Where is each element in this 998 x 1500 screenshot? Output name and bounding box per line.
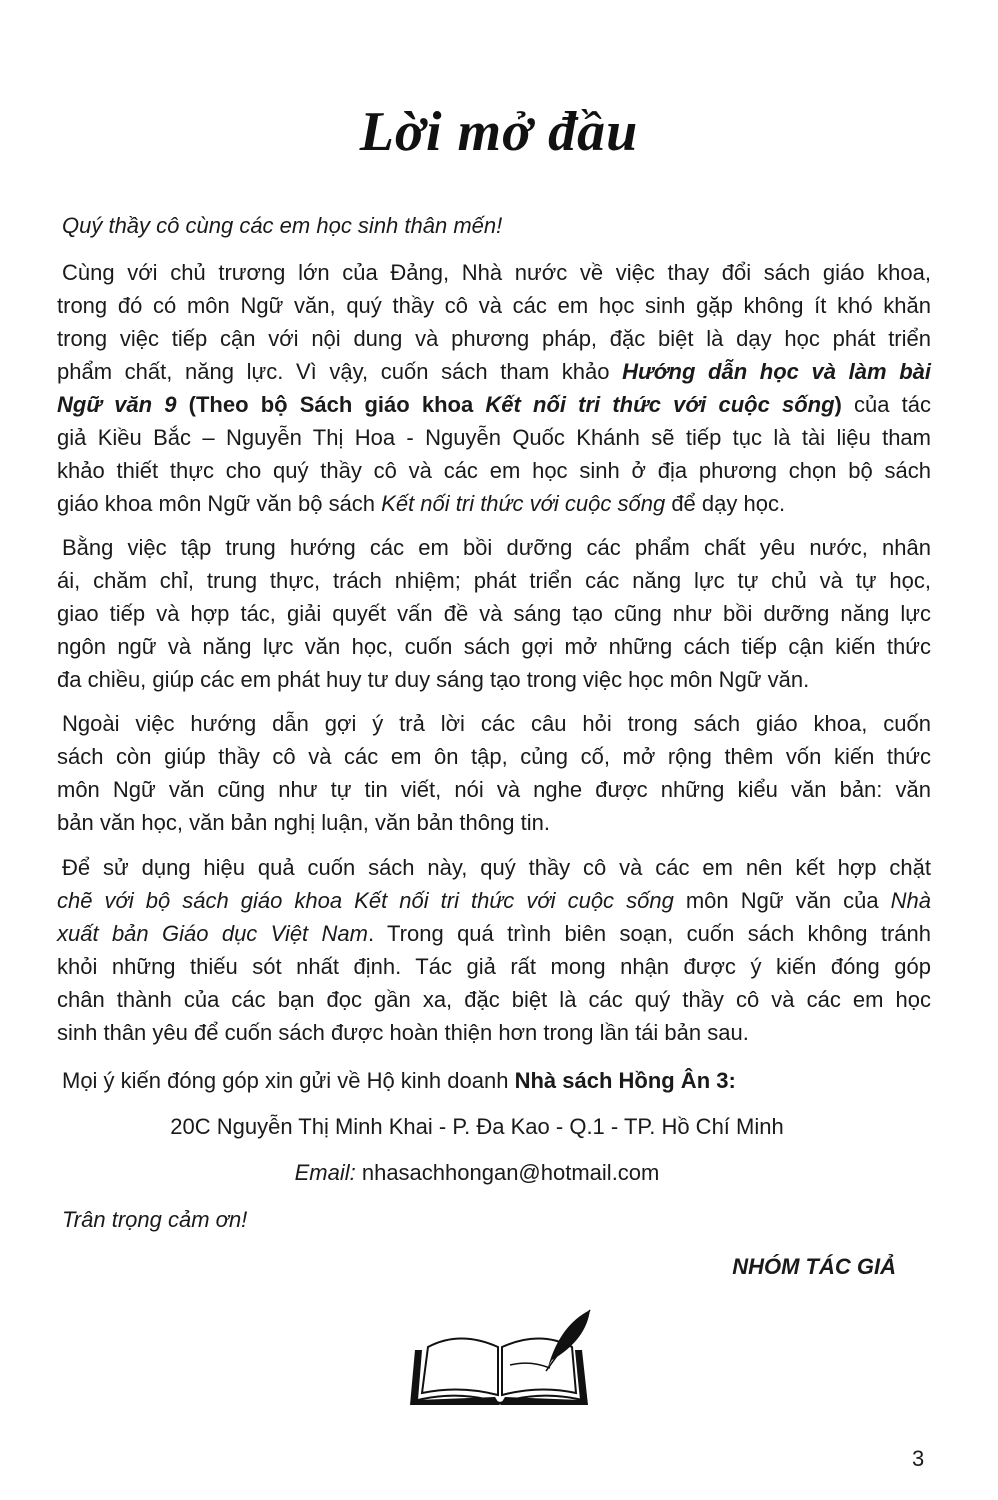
text-line xyxy=(57,256,931,289)
text-line xyxy=(57,454,931,487)
text-line xyxy=(57,983,931,1016)
text-run: (Theo bộ Sách giáo khoa xyxy=(176,392,486,417)
text-run: Ngữ văn 9 xyxy=(57,392,177,417)
text-line xyxy=(57,597,931,630)
text-run: ái, chăm chỉ, trung thực, trách nhiệm; phát triển các năng lực tự chủ và tự học, xyxy=(57,568,931,593)
text-line xyxy=(57,630,931,663)
text-run: trong đó có môn Ngữ văn, quý thầy cô và các em học sinh gặp không ít khó khăn xyxy=(57,293,931,318)
text-line xyxy=(57,917,931,950)
text-line xyxy=(57,950,931,983)
text-line xyxy=(57,487,931,520)
text-run: Để sử dụng hiệu quả cuốn sách này, quý thầy cô và các em nên kết hợp chặt xyxy=(62,855,931,880)
text-run: giả Kiều Bắc – Nguyễn Thị Hoa - Nguyễn Quốc Khánh sẽ tiếp tục là tài liệu tham xyxy=(57,425,931,450)
text-line xyxy=(57,322,931,355)
text-run: để dạy học. xyxy=(665,491,786,516)
shop-name: Nhà sách Hồng Ân 3: xyxy=(514,1068,736,1093)
text-run: ) xyxy=(834,392,842,417)
text-line xyxy=(57,851,931,884)
text-line xyxy=(57,1016,931,1049)
text-run: khảo thiết thực cho quý thầy cô và các em học sinh ở địa phương chọn bộ sách xyxy=(57,458,931,483)
paragraph xyxy=(57,531,931,696)
text-run: môn Ngữ văn cũng như tự tin viết, nói và nghe được những kiểu văn bản: văn xyxy=(57,777,931,802)
text-run: chẽ với bộ sách giáo khoa Kết nối tri thức với cuộc sống xyxy=(57,888,674,913)
email-line xyxy=(0,1156,954,1189)
text-line xyxy=(57,289,931,322)
contact-line xyxy=(62,1064,736,1097)
closing: Trân trọng cảm ơn! xyxy=(62,1207,248,1232)
text-line xyxy=(57,884,931,917)
text-run: ngôn ngữ và năng lực văn học, cuốn sách gợi mở những cách tiếp cận kiến thức xyxy=(57,634,931,659)
text-run: chân thành của các bạn đọc gần xa, đặc biệt là các quý thầy cô và các em học xyxy=(57,987,931,1012)
paragraph xyxy=(57,256,931,520)
text-run: khỏi những thiếu sót nhất định. Tác giả rất mong nhận được ý kiến đóng góp xyxy=(57,954,931,979)
text-run: trong việc tiếp cận với nội dung và phương pháp, đặc biệt là dạy học phát triển xyxy=(57,326,931,351)
text-line xyxy=(57,806,931,839)
paragraph xyxy=(57,707,931,839)
book-quill-icon xyxy=(400,1305,600,1415)
text-line xyxy=(57,355,931,388)
page-title: Lời mở đầu xyxy=(359,101,639,163)
text-run: Nhà xyxy=(890,888,931,913)
contact-intro: Mọi ý kiến đóng góp xin gửi về Hộ kinh doanh xyxy=(62,1068,515,1093)
email-label: Email: xyxy=(294,1160,356,1185)
address: 20C Nguyễn Thị Minh Khai - P. Đa Kao - Q.1 - TP. Hồ Chí Minh xyxy=(170,1114,784,1139)
text-line xyxy=(57,564,931,597)
text-line xyxy=(57,773,931,806)
text-run: sinh thân yêu để cuốn sách được hoàn thiện hơn trong lần tái bản sau. xyxy=(57,1020,749,1045)
text-line xyxy=(57,388,931,421)
text-run: . Trong quá trình biên soạn, cuốn sách không tránh xyxy=(367,921,931,946)
page-number: 3 xyxy=(912,1446,925,1471)
text-line xyxy=(57,421,931,454)
text-run: sách còn giúp thầy cô và các em ôn tập, củng cố, mở rộng thêm vốn kiến thức xyxy=(57,744,931,769)
text-line xyxy=(57,531,931,564)
text-line xyxy=(57,740,931,773)
paragraph xyxy=(57,851,931,1049)
text-run: giáo khoa môn Ngữ văn bộ sách xyxy=(57,491,382,516)
email-address: nhasachhongan@hotmail.com xyxy=(355,1160,660,1185)
text-run: Ngoài việc hướng dẫn gợi ý trả lời các câu hỏi trong sách giáo khoa, cuốn xyxy=(62,711,931,736)
text-run: giao tiếp và hợp tác, giải quyết vấn đề và sáng tạo cũng như bồi dưỡng năng lực xyxy=(57,601,931,626)
text-run: môn Ngữ văn của xyxy=(673,888,891,913)
text-run: Kết nối tri thức với cuộc sống xyxy=(381,491,666,516)
text-run: Hướng dẫn học và làm bài xyxy=(622,359,931,384)
text-run: của tác xyxy=(841,392,931,417)
signature: NHÓM TÁC GIẢ xyxy=(732,1254,896,1279)
text-run: Kết nối tri thức với cuộc sống xyxy=(485,392,835,417)
text-run: phẩm chất, năng lực. Vì vậy, cuốn sách tham khảo xyxy=(57,359,623,384)
greeting: Quý thầy cô cùng các em học sinh thân mến! xyxy=(62,213,503,238)
text-run: bản văn học, văn bản nghị luận, văn bản thông tin. xyxy=(57,810,550,835)
text-line xyxy=(57,663,931,696)
text-run: xuất bản Giáo dục Việt Nam xyxy=(57,921,368,946)
text-line xyxy=(57,707,931,740)
text-run: đa chiều, giúp các em phát huy tư duy sáng tạo trong việc học môn Ngữ văn. xyxy=(57,667,810,692)
text-run: Bằng việc tập trung hướng các em bồi dưỡng các phẩm chất yêu nước, nhân xyxy=(62,535,931,560)
text-run: Cùng với chủ trương lớn của Đảng, Nhà nước về việc thay đổi sách giáo khoa, xyxy=(62,260,931,285)
